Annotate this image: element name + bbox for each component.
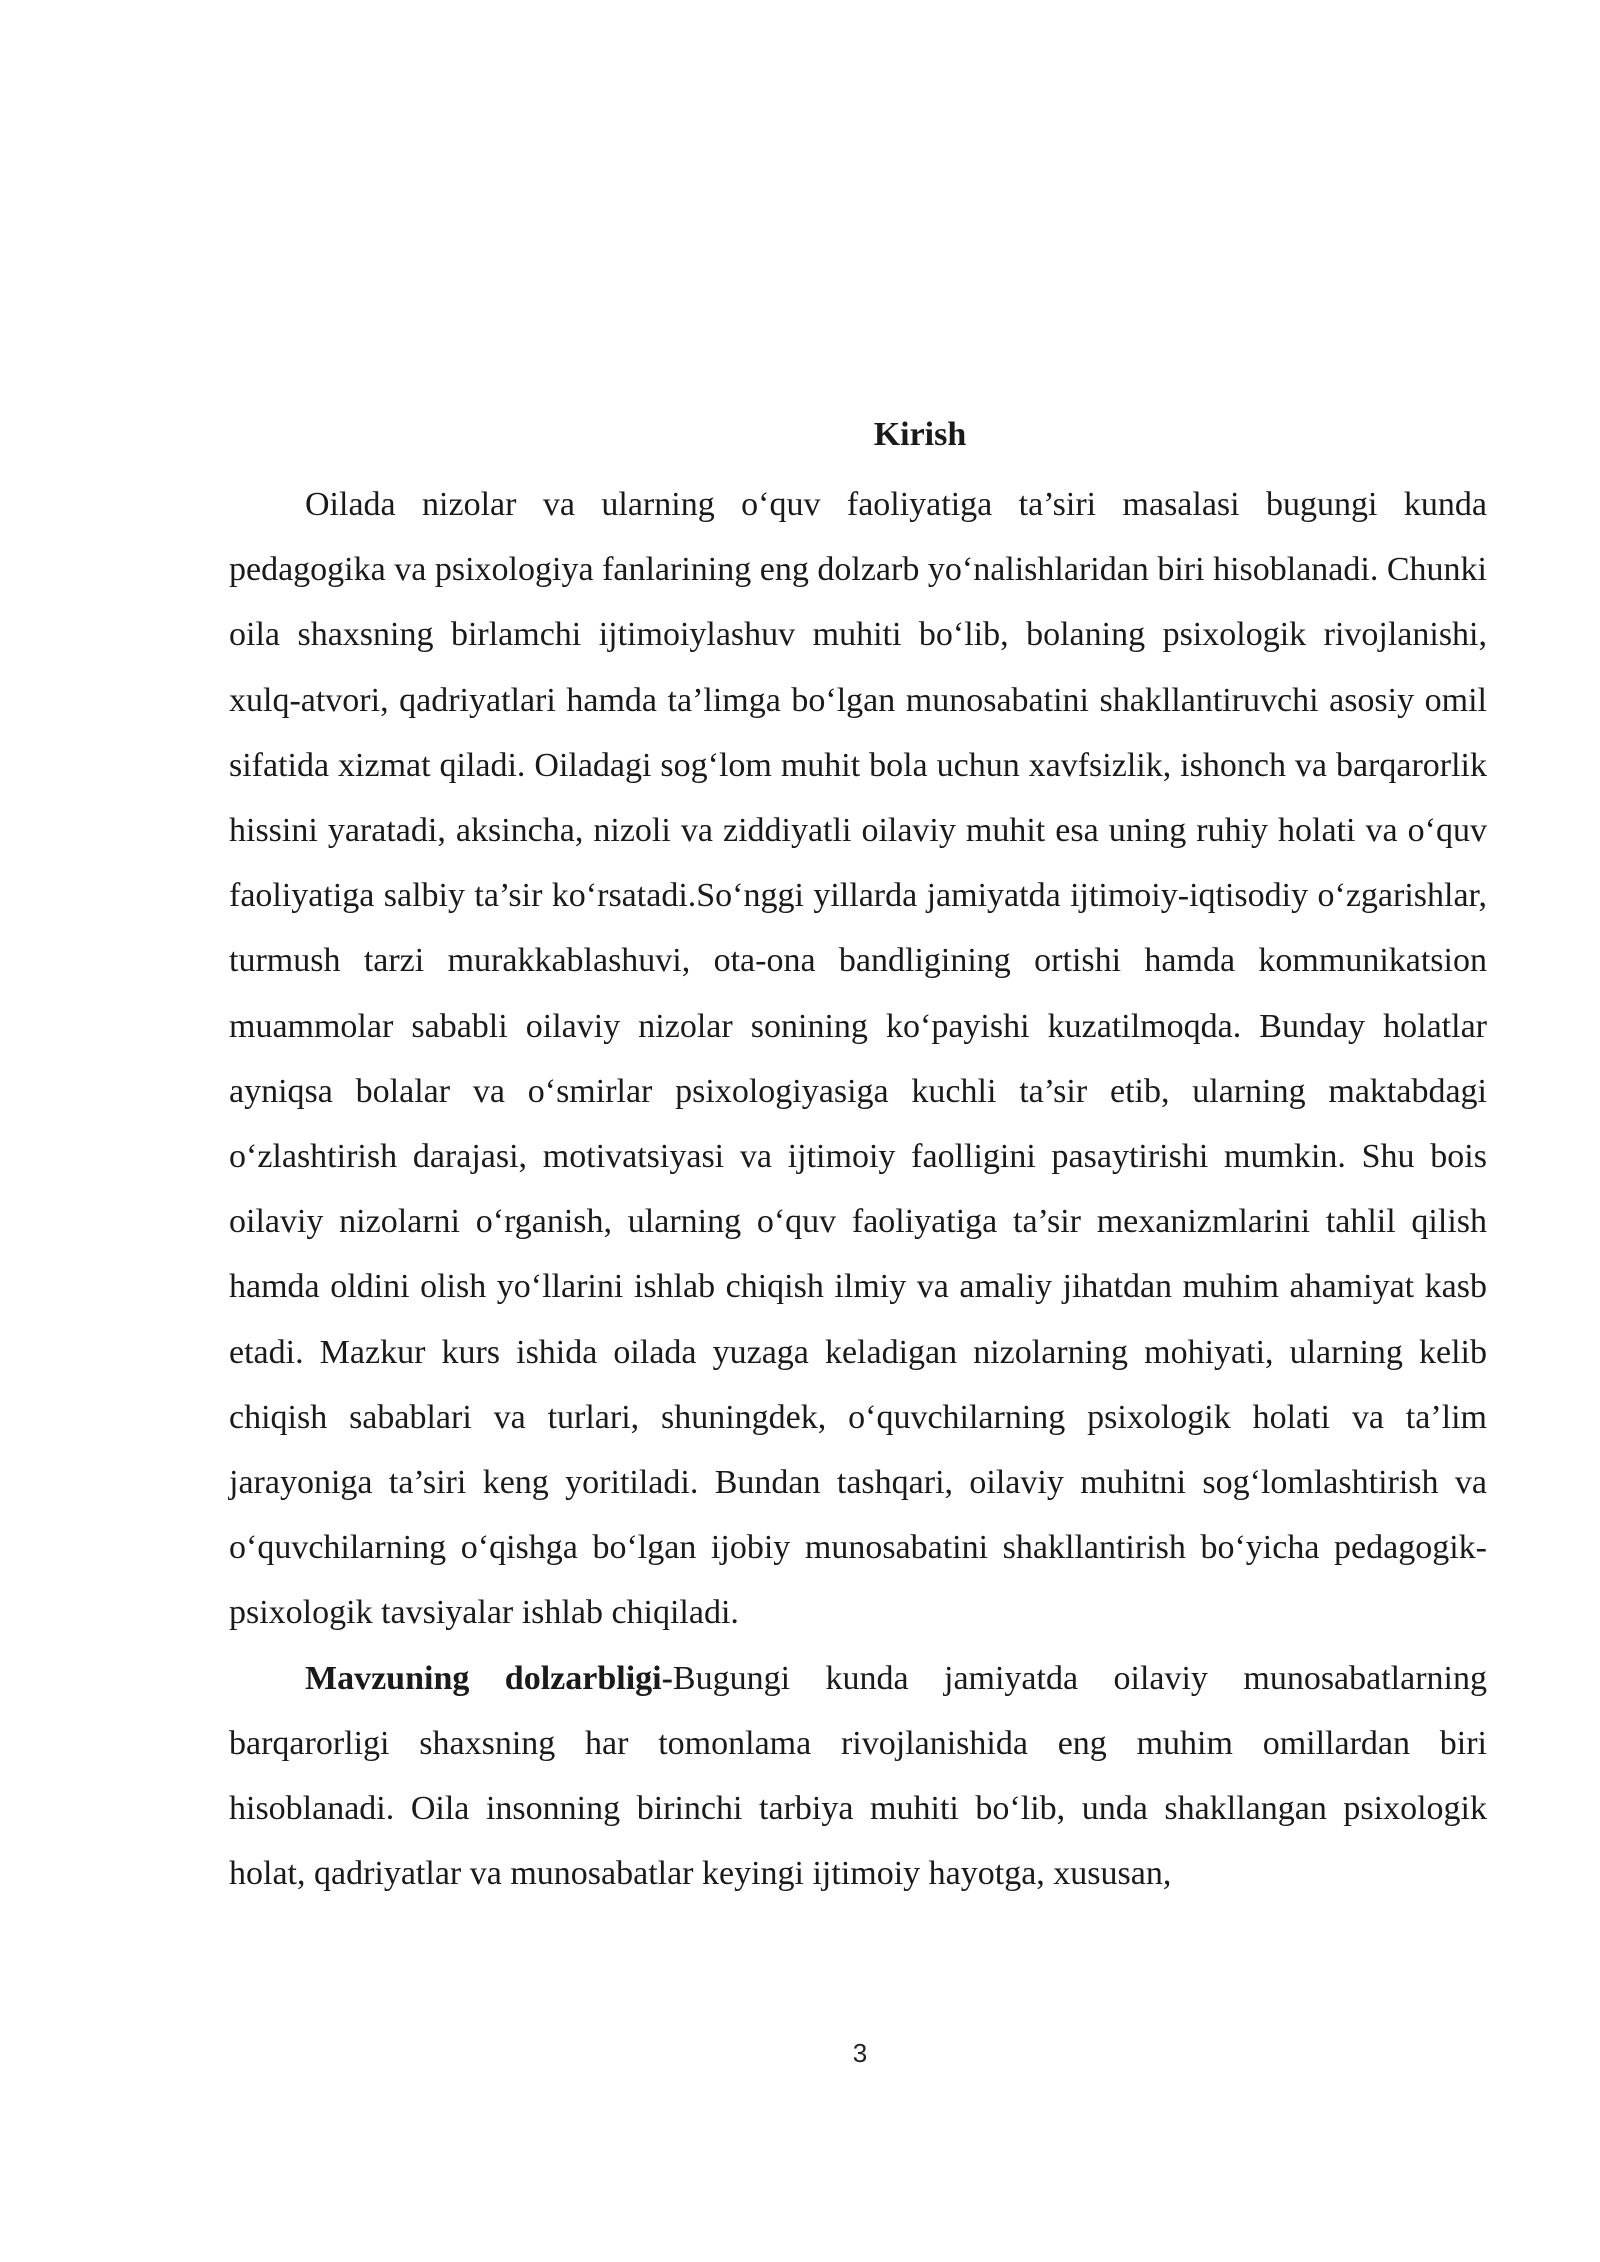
relevance-lead-label: Mavzuning dolzarbligi- — [305, 1659, 673, 1697]
relevance-paragraph — [229, 1646, 1487, 1907]
intro-paragraph: Oilada nizolar va ularning o‘quv faoliyatiga ta’siri masalasi bugungi kunda pedagogika va psixologiya fanlarining eng dolzarb yo‘nalishlaridan biri hisoblanadi. Chunki oila shaxsning birlamchi ijtimoiylashuv muhiti bo‘lib, bolaning psixologik rivojlanishi, xulq-atvori, qadriyatlari hamda ta’limga bo‘lgan munosabatini shakllantiruvchi asosiy omil sifatida xizmat qiladi. Oiladagi sog‘lom muhit bola uchun xavfsizlik, ishonch va barqarorlik hissini yaratadi, aksincha, nizoli va ziddiyatli oilaviy muhit esa uning ruhiy holati va o‘quv faoliyatiga salbiy ta’sir ko‘rsatadi.So‘nggi yillarda jamiyatda ijtimoiy-iqtisodiy o‘zgarishlar, turmush tarzi murakkablashuvi, ota-ona bandligining ortishi hamda kommunikatsion muammolar sababli oilaviy nizolar sonining ko‘payishi kuzatilmoqda. Bunday holatlar ayniqsa bolalar va o‘smirlar psixologiyasiga kuchli ta’sir etib, ularning maktabdagi o‘zlashtirish darajasi, motivatsiyasi va ijtimoiy faolligini pasaytirishi mumkin. Shu bois oilaviy nizolarni o‘rganish, ularning o‘quv faoliyatiga ta’sir mexanizmlarini tahlil qilish hamda oldini olish yo‘llarini ishlab chiqish ilmiy va amaliy jihatdan muhim ahamiyat kasb etadi. Mazkur kurs ishida oilada yuzaga keladigan nizolarning mohiyati, ularning kelib chiqish sabablari va turlari, shuningdek, o‘quvchilarning psixologik holati va ta’lim jarayoniga ta’siri keng yoritiladi. Bundan tashqari, oilaviy muhitni sog‘lomlashtirish va o‘quvchilarning o‘qishga bo‘lgan ijobiy munosabatini shakllantirish bo‘yicha pedagogik-psixologik tavsiyalar ishlab chiqiladi. — [229, 486, 1487, 1632]
relevance-paragraph-text: Bugungi kunda jamiyatda oilaviy munosabatlarning barqarorligi shaxsning har tomonlama rivojlanishida eng muhim omillardan biri hisoblanadi. Oila insonning birinchi tarbiya muhiti bo‘lib, unda shakllangan psixologik holat, qadriyatlar va munosabatlar keyingi ijtimoiy hayotga, xususan, — [229, 1659, 1487, 1893]
page-number: 3 — [852, 2038, 868, 2068]
document-body — [229, 408, 1487, 1906]
section-heading: Kirish — [873, 416, 967, 453]
